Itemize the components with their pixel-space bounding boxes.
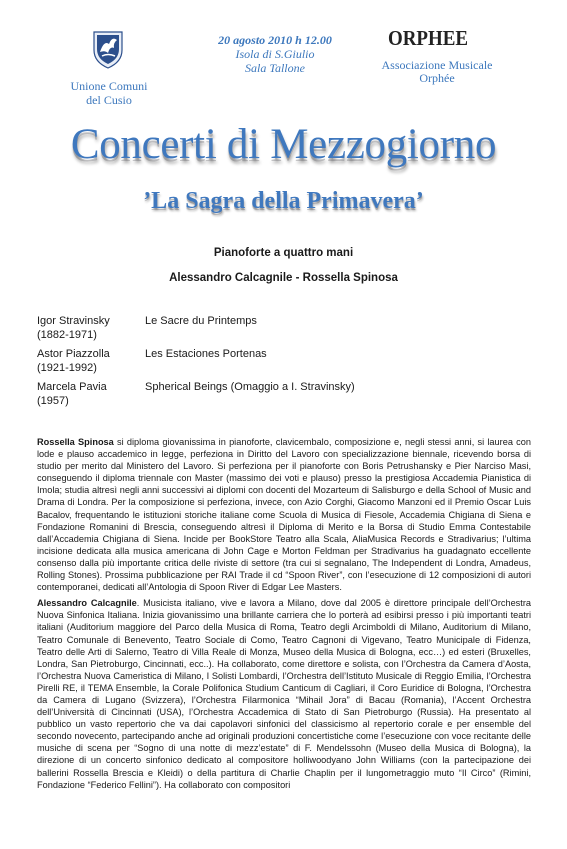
program-row	[37, 347, 537, 375]
composer-name: Marcela Pavia	[37, 381, 107, 393]
bio-text: si diploma giovanissima in pianoforte, clavicembalo, composizione e, negli stessi anni, si laurea con lode e plauso accademico in legge, perfeziona in Diritto del Lavoro con specializzazione biennale, ricevendo borsa di studio per merito dal Ministero del Lavoro. Si perfeziona per il pianoforte con Boris Petrushansky e Pier Narciso Masi, conseguendo il diploma triennale con Master (massimo dei voti e plauso) presso la prestigiosa Accademia Pianistica di Imola; studia altresì negli anni successivi ai diplomi con docenti del Mozarteum di Salisburgo e della School of Music and Drama di Londra. Per la composizione si perfeziona, invece, con Azio Corghi, Giacomo Manzoni ed il Premio Oscar Luis Bacalov, frequentando le istituzioni storiche italiane come Scuola di Musica di Fiesole, Accademia Chigiana di Siena e Fondazione Romanini di Brescia, conseguendo altresì il Diploma di Merito e la Borsa di Studio Emma Contestabile dall’Accademia Chigiana di Siena. Incide per BookStore Teatro alla Scala, AliaMusica Records e Stradivarius; l’ultima incisione dedicata alla musica americana di John Cage e Morton Feldman per Stradivarius ha guadagnato eccellente consenso dalla più importante critica delle riviste di settore (tra cui si segnalano, The Independent di Londra, Amadeus, Rolling Stones). Prossima pubblicazione per RAI Trade il cd “Spoon River”, con l’esecuzione di 12 composizioni di autori contemporanei, dedicati all’Antologia di Spoon River di Edgar Lee Masters.	[37, 437, 531, 593]
event-place-line1: Isola di S.Giulio	[235, 47, 315, 61]
program-row	[37, 314, 537, 342]
bio-paragraph	[37, 436, 531, 593]
left-organization-name	[40, 79, 178, 107]
composer-name: Igor Stravinsky	[37, 315, 110, 327]
program-row	[37, 380, 537, 408]
orphee-logo	[386, 27, 486, 49]
performance-type: Pianoforte a quattro mani	[213, 247, 354, 259]
bio-name: Alessandro Calcagnile	[37, 598, 137, 609]
bio-name: Rossella Spinosa	[37, 437, 114, 447]
subtitle: ’La Sagra della Primavera’	[143, 188, 424, 214]
coat-of-arms-logo	[88, 26, 128, 70]
svg-text:ORPHEE: ORPHEE	[388, 27, 468, 49]
work-title: Le Sacre du Printemps	[145, 315, 257, 327]
biographies	[37, 436, 531, 795]
composer	[37, 314, 145, 342]
bio-paragraph	[37, 597, 531, 791]
event-date-time: 20 agosto 2010 h 12.00	[218, 33, 332, 47]
right-org-line1: Associazione Musicale	[381, 58, 493, 72]
performers: Alessandro Calcagnile - Rossella Spinosa	[169, 272, 398, 284]
composer-years: (1921-1992)	[37, 362, 97, 374]
left-org-line2: del Cusio	[86, 93, 132, 107]
work-title: Les Estaciones Portenas	[145, 348, 267, 360]
composer-years: (1957)	[37, 395, 69, 407]
event-place-line2: Sala Tallone	[245, 61, 305, 75]
bio-text: . Musicista italiano, vive e lavora a Milano, dove dal 2005 è direttore principale dell’Orchestra Nuova Sinfonica Italiana. Inizia giovanissimo una brillante carriera che lo porterà ad esibirsi presso i più importanti teatri italiani (Auditorium maggiore del Parco della Musica di Roma, Teatro degli Arcimboldi di Milano, Auditorium di Milano, Teatro Comunale di Benevento, Teatro Sociale di Como, Teatro Cagnoni di Vigevano, Teatro Municipale di Fidenza, Teatro delle Arti di Salerno, Teatro di Villa Reale di Monza, Museo della Musica di Bologna, ecc…) ed esteri (Bruxelles, Londra, San Pietroburgo, Cincinnati, ecc..). Ha collaborato, come direttore e solista, con l’Orchestra da Camera d’Aosta, l’Orchestra Nuova Cameristica di Milano, I Solisti Lombardi, l’Orchestra dell’Istituto Musicale di Reggio Emilia, l’Orchestra Pirelli RE, il TEMA Ensemble, la Corale Polifonica Studium Canticum di Cagliari, il Coro Euridice di Bologna, l’Orchestra da Camera di Lugano (Svizzera), l’Orchestra Filarmonica “Mihail Jora” di Bacau (Romania), l’Accent Orchestra dell’Università di Cincinnati (USA), l’Orchestra Accademica di Stato di San Pietroburgo (Russia). Ha presentato al pubblico un vasto repertorio che va dai capolavori sinfonici del classicismo al repertorio corale e per ensemble del secondo novecento, partecipando anche ad originali produzioni concertistiche come l’esecuzione con voce recitante delle musiche di scena per “Sogno di una notte di mezz’estate” di F. Mendelssohn (Museo della Musica di Bologna), la direzione di un concerto sinfonico dedicato al compositore holliwoodyano John Williams (con la partecipazione dei ballerini Rossella Brescia e Kleidi) o della partitura di Charlie Chaplin per il lungometraggio muto “Il Circo” (Rimini, Fondazione “Federico Fellini”). Ha collaborato con compositori	[37, 598, 532, 790]
left-org-line1: Unione Comuni	[70, 79, 148, 93]
composer-name: Astor Piazzolla	[37, 348, 110, 360]
right-organization-name	[373, 59, 501, 85]
composer	[37, 380, 145, 408]
work-title: Spherical Beings (Omaggio a I. Stravinsky)	[145, 381, 355, 393]
right-org-line2: Orphée	[419, 71, 455, 85]
main-title: Concerti di Mezzogiorno	[70, 121, 497, 168]
composer	[37, 347, 145, 375]
event-info	[175, 33, 375, 75]
concert-program	[37, 314, 537, 413]
composer-years: (1882-1971)	[37, 329, 97, 341]
